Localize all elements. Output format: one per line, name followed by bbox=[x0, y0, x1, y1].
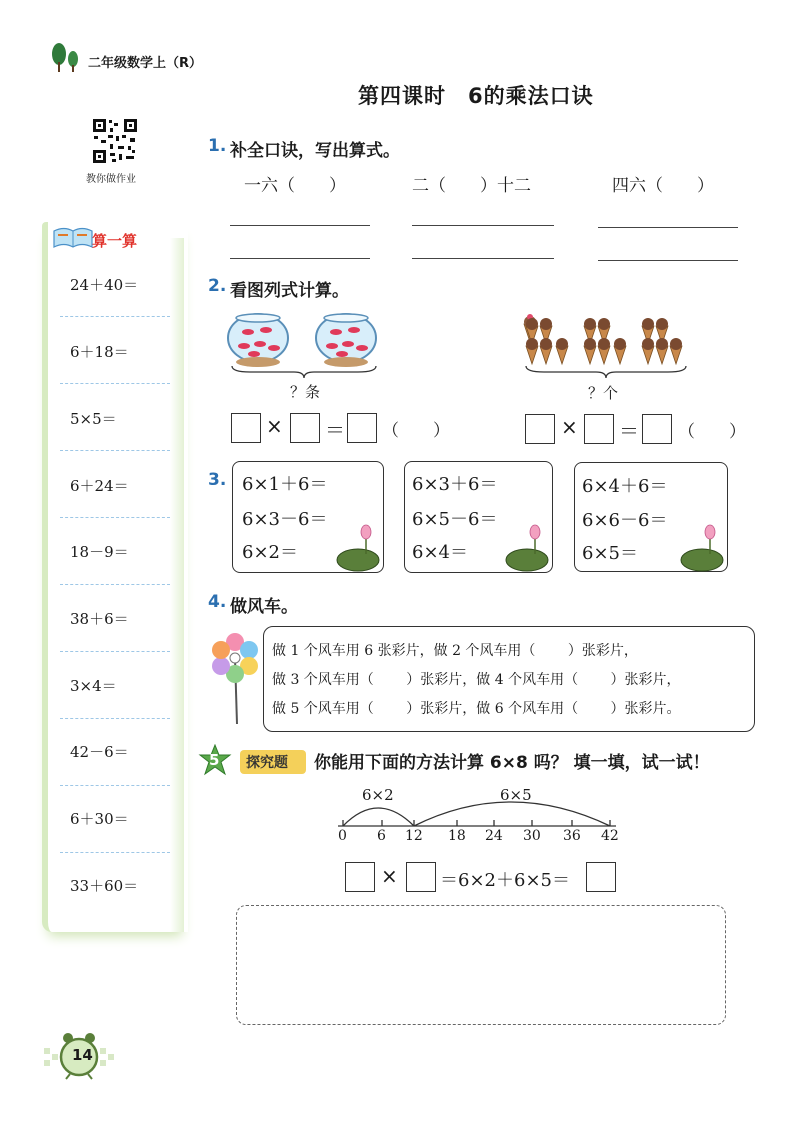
divider bbox=[60, 584, 170, 585]
card-equation: 6×6－6＝ bbox=[582, 510, 668, 531]
problem4-prompt: 做风车。 bbox=[230, 597, 298, 617]
divider bbox=[60, 718, 170, 719]
arc-label: 6×2 bbox=[362, 786, 394, 804]
card-equation: 6×1＋6＝ bbox=[242, 474, 328, 495]
answer-box[interactable] bbox=[345, 862, 375, 892]
lotus-leaf-icon bbox=[680, 524, 726, 574]
answer-box[interactable] bbox=[290, 413, 320, 443]
brace bbox=[524, 364, 688, 380]
right-question-label: ？个 bbox=[588, 384, 619, 402]
tick-label: 18 bbox=[448, 828, 466, 844]
tick-label: 42 bbox=[601, 828, 619, 844]
times-sign: × bbox=[561, 415, 578, 439]
problem2-number: 2. bbox=[208, 276, 227, 296]
card-equation: 6×4＝ bbox=[412, 542, 468, 563]
rhyme-1: 一六（ ） bbox=[244, 176, 346, 196]
tick-label: 0 bbox=[338, 828, 347, 844]
times-sign: × bbox=[381, 864, 398, 888]
pinwheel-line: 做 3 个风车用（ ）张彩片，做 4 个风车用（ ）张彩片， bbox=[272, 672, 681, 688]
sidebar-edge bbox=[170, 238, 184, 932]
sidebar-title: 算一算 bbox=[92, 232, 138, 250]
equals-sign: ＝ bbox=[619, 419, 639, 443]
answer-line[interactable] bbox=[598, 260, 738, 261]
qr-caption: 教你做作业 bbox=[86, 174, 136, 185]
tick-label: 30 bbox=[523, 828, 541, 844]
card-equation: 6×3－6＝ bbox=[242, 509, 328, 530]
equation-middle: ＝6×2＋6×5＝ bbox=[440, 870, 570, 891]
unit-parentheses[interactable]: （ ） bbox=[678, 422, 746, 442]
answer-box[interactable] bbox=[231, 413, 261, 443]
lesson-title: 第四课时 6的乘法口诀 bbox=[358, 84, 594, 108]
lotus-leaf-icon bbox=[505, 524, 551, 574]
tick-label: 12 bbox=[405, 828, 423, 844]
calc-item: 38＋6＝ bbox=[70, 610, 129, 628]
problem4-number: 4. bbox=[208, 592, 227, 612]
explore-badge-label: 探究题 bbox=[246, 755, 288, 771]
tick-label: 6 bbox=[377, 828, 386, 844]
divider bbox=[60, 651, 170, 652]
problem2-prompt: 看图列式计算。 bbox=[230, 281, 349, 301]
calc-item: 5×5＝ bbox=[70, 410, 117, 428]
answer-box[interactable] bbox=[347, 413, 377, 443]
pinwheel-icon bbox=[210, 632, 260, 726]
page-number: 14 bbox=[72, 1046, 93, 1064]
card-equation: 6×3＋6＝ bbox=[412, 474, 498, 495]
rhyme-3: 四六（ ） bbox=[612, 176, 714, 196]
work-area[interactable] bbox=[236, 905, 726, 1025]
problem5-question: 你能用下面的方法计算 6×8 吗？ 填一填，试一试！ bbox=[314, 753, 710, 773]
tick-label: 36 bbox=[563, 828, 581, 844]
divider bbox=[60, 450, 170, 451]
calc-item: 6＋30＝ bbox=[70, 810, 129, 828]
arc-label: 6×5 bbox=[500, 786, 532, 804]
card-equation: 6×5－6＝ bbox=[412, 509, 498, 530]
calc-item: 33＋60＝ bbox=[70, 877, 139, 895]
answer-line[interactable] bbox=[230, 225, 370, 226]
unit-parentheses[interactable]: （ ） bbox=[382, 421, 450, 441]
card-equation: 6×5＝ bbox=[582, 543, 638, 564]
answer-box[interactable] bbox=[584, 414, 614, 444]
answer-box[interactable] bbox=[586, 862, 616, 892]
answer-line[interactable] bbox=[412, 258, 554, 259]
calc-item: 6＋18＝ bbox=[70, 343, 129, 361]
problem1-prompt: 补全口诀，写出算式。 bbox=[230, 141, 400, 161]
answer-box[interactable] bbox=[525, 414, 555, 444]
tree-icon bbox=[48, 42, 82, 74]
calc-item: 42－6＝ bbox=[70, 743, 129, 761]
problem3-number: 3. bbox=[208, 470, 227, 490]
divider bbox=[60, 316, 170, 317]
divider bbox=[60, 785, 170, 786]
answer-box[interactable] bbox=[642, 414, 672, 444]
lotus-leaf-icon bbox=[336, 524, 382, 574]
ice-cream-cones bbox=[524, 312, 690, 368]
brace bbox=[230, 364, 378, 380]
divider bbox=[60, 383, 170, 384]
answer-line[interactable] bbox=[412, 225, 554, 226]
problem5-number: 5 bbox=[209, 751, 220, 769]
answer-line[interactable] bbox=[230, 258, 370, 259]
calc-item: 18－9＝ bbox=[70, 543, 129, 561]
book-label: 二年级数学上（R） bbox=[88, 56, 203, 71]
divider bbox=[60, 852, 170, 853]
calc-item: 6＋24＝ bbox=[70, 477, 129, 495]
calc-item: 3×4＝ bbox=[70, 677, 117, 695]
card-equation: 6×4＋6＝ bbox=[582, 476, 668, 497]
qr-code-icon[interactable] bbox=[92, 118, 138, 164]
equals-sign: ＝ bbox=[325, 418, 345, 442]
card-equation: 6×2＝ bbox=[242, 542, 298, 563]
calc-item: 24＋40＝ bbox=[70, 276, 139, 294]
open-book-icon bbox=[52, 225, 94, 251]
divider bbox=[60, 517, 170, 518]
pinwheel-line: 做 5 个风车用（ ）张彩片，做 6 个风车用（ ）张彩片。 bbox=[272, 701, 681, 717]
pinwheel-line: 做 1 个风车用 6 张彩片，做 2 个风车用（ ）张彩片， bbox=[272, 643, 638, 659]
left-question-label: ？条 bbox=[290, 383, 321, 401]
answer-line[interactable] bbox=[598, 227, 738, 228]
times-sign: × bbox=[266, 414, 283, 438]
tick-label: 24 bbox=[485, 828, 503, 844]
problem1-number: 1. bbox=[208, 136, 227, 156]
rhyme-2: 二（ ）十二 bbox=[412, 176, 531, 196]
answer-box[interactable] bbox=[406, 862, 436, 892]
